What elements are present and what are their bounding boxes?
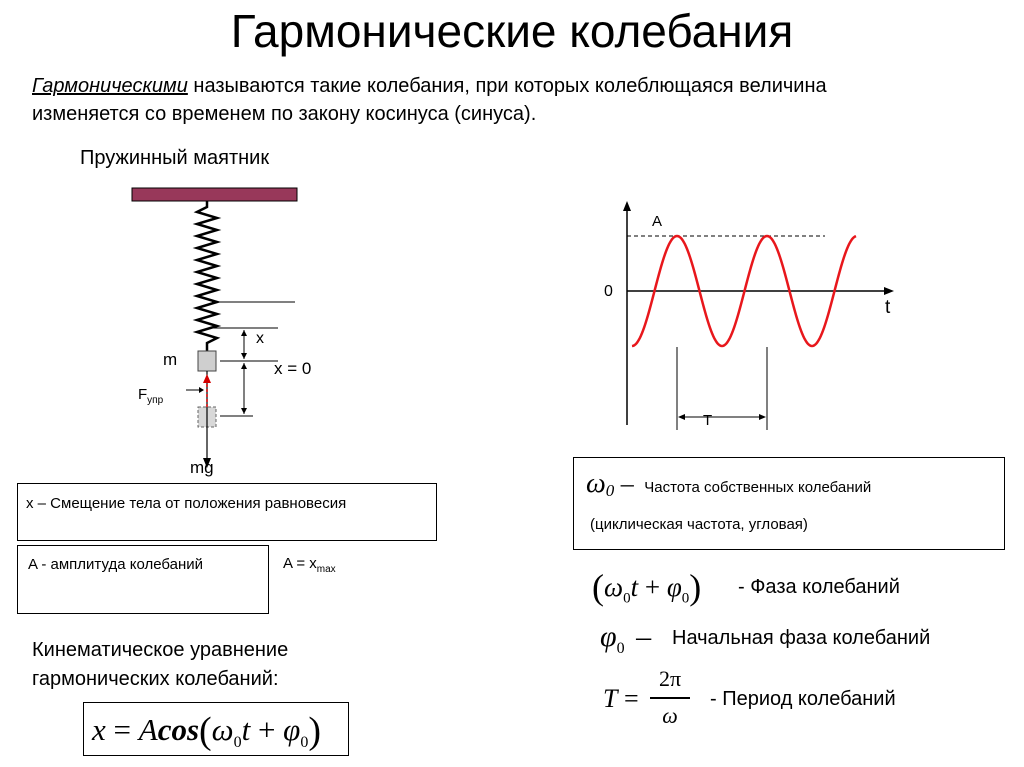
eq-x: x [92,712,106,747]
initial-phase-dash: – [636,620,652,653]
intro-term: Гармоническими [32,75,188,97]
spring-pendulum-diagram [120,185,350,485]
eq-paren-close: ) [308,710,321,752]
period-T: T [603,684,618,713]
phase-paren-open: ( [592,567,604,607]
phase-formula [592,566,701,608]
frequency-note: (циклическая частота, угловая) [590,516,808,533]
mass-label: m [163,350,178,369]
phase-phi: φ [666,572,682,602]
kinematic-equation-box [83,702,349,756]
gravity-label: mg [190,458,214,477]
graph-zero-label: 0 [604,283,613,300]
amp-dim-arrow-top [241,363,247,369]
x-dim-arrow-top [241,330,247,336]
period-equals: = [623,684,639,713]
intro-text-line2: изменяется со временем по закону косинуса (синуса). [32,103,537,125]
oscillation-graph [590,195,910,440]
elastic-force-label [138,386,163,406]
eq-omega-sub: 0 [233,734,242,752]
eq-A: A [138,712,158,747]
elastic-force-label-sub: упр [147,395,164,406]
omega-symbol: ω [586,468,606,499]
phase-omega: ω [604,572,624,602]
ceiling-bar [132,188,297,201]
eq-paren-open: ( [199,710,212,752]
amplitude-equation [283,555,336,575]
amplitude-equation-sub: max [316,564,336,575]
eq-cos: cos [157,712,200,747]
eq-plus: + [257,712,276,747]
phase-paren-close: ) [689,567,702,607]
equilibrium-label: x = 0 [274,359,312,378]
graph-amplitude-label: A [652,213,663,230]
x-dim-arrow-bottom [241,353,247,359]
elastic-force-label-main: F [138,386,148,403]
period-label: - Период колебаний [710,688,896,710]
period-fraction-bar [650,697,690,699]
initial-phase-label: Начальная фаза колебаний [672,627,931,649]
kinematic-line2: гармонических колебаний: [32,668,279,690]
x-label: x [256,330,264,347]
kinematic-title [32,636,288,694]
eq-omega: ω [211,712,234,747]
eq-equals: = [113,712,131,747]
graph-t-arrow [884,287,894,295]
frequency-text: Частота собственных колебаний [644,479,872,496]
eq-phi-sub: 0 [300,734,309,752]
phase-plus: + [644,572,661,602]
initial-phase-formula [600,620,651,658]
displacement-definition-box [17,483,437,541]
amplitude-definition: A - амплитуда колебаний [28,556,204,573]
period-lhs [603,684,639,714]
frequency-dash: – [614,469,634,498]
initial-phase-symbol: φ [600,620,617,653]
eq-phi: φ [283,712,301,747]
graph-time-label: t [885,297,891,318]
elastic-force-arrowhead [203,374,211,383]
phase-label: - Фаза колебаний [738,576,900,598]
displacement-definition: x – Смещение тела от положения равновесия [26,495,347,512]
graph-y-arrow [623,201,631,211]
intro-paragraph [32,72,992,128]
graph-period-label: T [703,412,713,429]
mass-block [198,351,216,371]
eq-t: t [241,712,251,747]
phase-omega-sub: 0 [623,590,631,607]
initial-phase-sub: 0 [616,640,625,657]
force-pointer-arrowhead [199,387,204,393]
period-denominator: ω [662,703,678,728]
kinematic-line1: Кинематическое уравнение [32,639,289,661]
phase-phi-sub: 0 [681,590,690,607]
period-numerator: 2π [658,666,682,691]
period-arrow-right [759,414,766,420]
frequency-definition-line [586,468,871,501]
intro-text-line1: называются такие колебания, при которых колеблющаяся величина [187,75,827,97]
phase-t: t [630,572,639,602]
page-title: Гармонические колебания [230,5,794,57]
omega-subscript: 0 [605,481,615,501]
kinematic-equation [92,709,321,753]
amplitude-definition-box [17,545,269,614]
frequency-definition-box [573,457,1005,550]
period-arrow-left [678,414,685,420]
pendulum-title: Пружинный маятник [80,147,270,169]
amp-dim-arrow-bottom [241,408,247,414]
amplitude-equation-main: A = x [283,555,317,572]
